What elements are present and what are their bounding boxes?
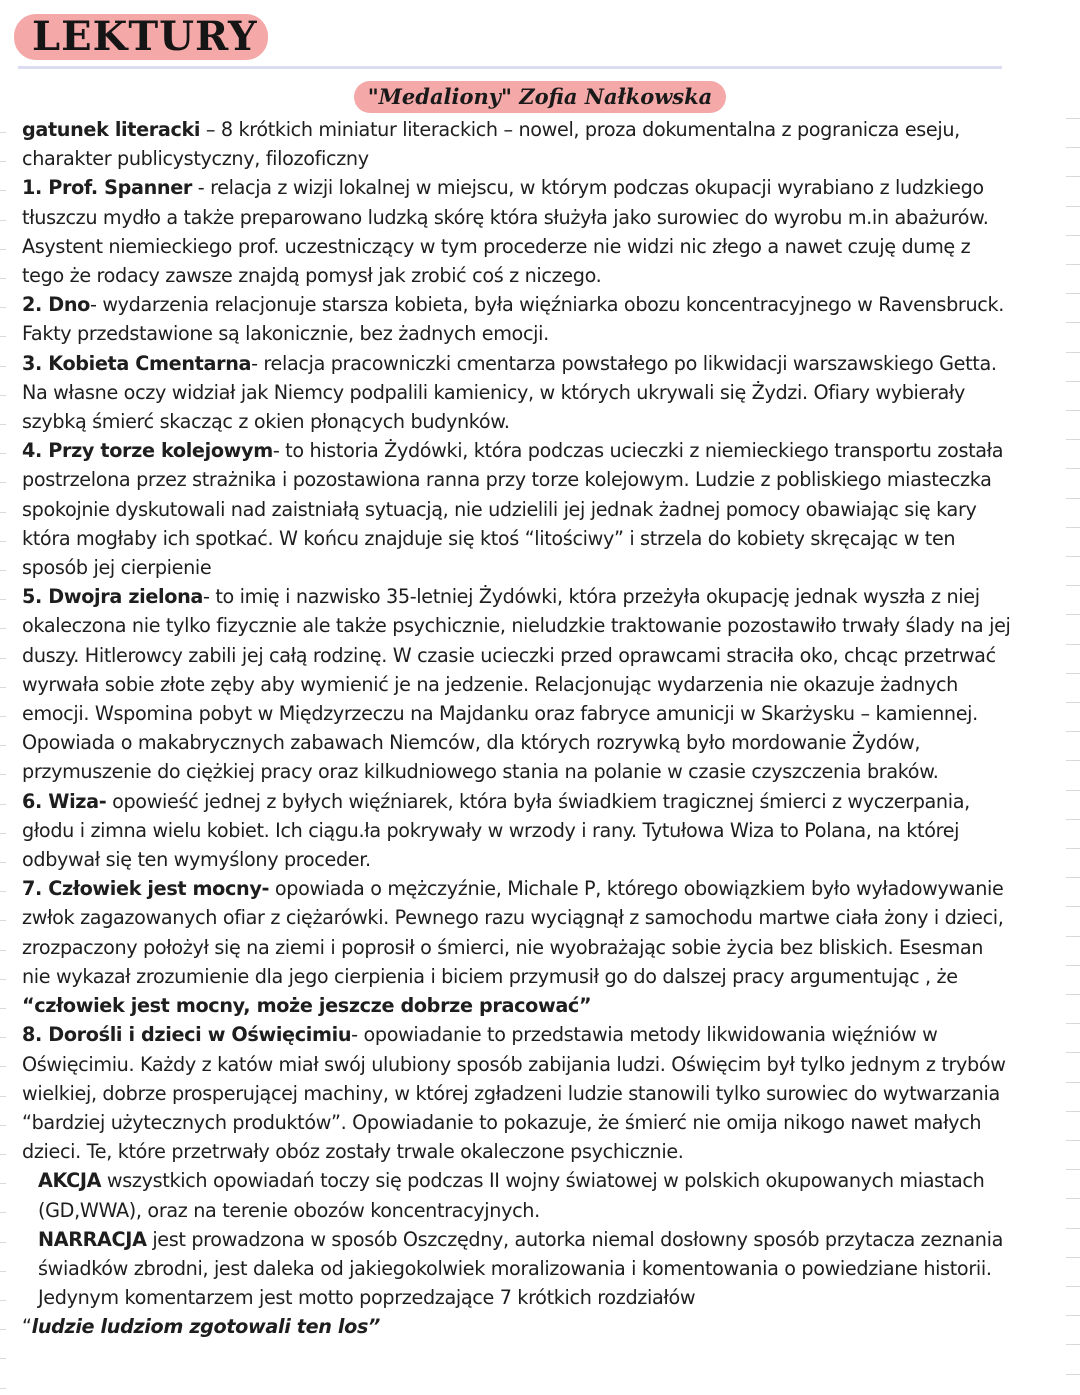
margin-tick [1066,498,1080,499]
story-text: - relacja z wizji lokalnej w miejscu, w którym podczas okupacji wyrabiano z ludzkiego tłuszczu mydło a także preparowano ludzką skórę która służyła jako surowiec do wyrobu m.in abażurów. Asystent niemieckiego prof. uczestniczący w tym procederze nie widzi nic złego a nawet czuję dumę z tego że rodacy zawsze znajdą pomysł jak zrobić coś z niczego. [22,176,989,288]
story-item [22,173,1012,290]
story-quote: “człowiek jest mocny, może jeszcze dobrze pracować” [22,994,592,1018]
narracja-text: jest prowadzona w sposób Oszczędny, autorka niemal dosłowny sposób przytacza zeznania świadków zbrodni, jest daleka od jakiegokolwiek moralizowania i komentowania o powiedziane historii. Jedynym komentarzem jest motto poprzedzające 7 krótkich rozdziałów [38,1227,1003,1310]
story-item [22,787,1012,875]
margin-tick [0,161,6,162]
margin-tick [1066,848,1080,849]
story-title: 1. Prof. Spanner [22,176,192,200]
margin-tick [0,249,6,250]
margin-tick [0,628,6,629]
story-text: opowiada o mężczyźnie, Michale P, którego obowiązkiem było wyładowywanie zwłok zagazowanych ofiar z ciężarówki. Pewnego razu wyciągnął z samochodu martwe ciała żony i dzieci, zrozpaczony położył się na ziemi i poprosił o śmierci, nie wyobrażając sobie życia bez bliskich. Esesman nie wykazał zrozumienie dla jego cierpienia i biciem przymusił go do dalszej pracy argumentując , że [22,877,1004,988]
margin-tick [0,1358,6,1359]
margin-tick [0,1300,6,1301]
story-title: 2. Dno [22,293,90,317]
margin-tick [0,512,6,513]
story-item [22,436,1012,582]
margin-tick [1066,877,1080,878]
header [14,14,268,60]
margin-tick [1066,118,1080,119]
margin-tick [0,278,6,279]
margin-tick [1066,1198,1080,1199]
margin-tick [1066,1374,1080,1375]
margin-tick [1066,1082,1080,1083]
margin-tick [1066,936,1080,937]
margin-tick [1066,790,1080,791]
margin-tick [1066,1140,1080,1141]
margin-tick [1066,556,1080,557]
margin-tick [1066,439,1080,440]
margin-tick [0,482,6,483]
narracja-paragraph [22,1225,1012,1313]
margin-tick [1066,673,1080,674]
story-title: 4. Przy torze kolejowym [22,439,273,463]
margin-tick [0,920,6,921]
margin-tick [0,1066,6,1067]
margin-tick [1066,1315,1080,1316]
story-item [22,1020,1012,1166]
motto-open-quote: “ [22,1315,32,1339]
margin-tick [1066,147,1080,148]
margin-tick [0,424,6,425]
genre-label: gatunek literacki [22,118,201,141]
margin-tick [0,1329,6,1330]
margin-tick [1066,293,1080,294]
margin-tick [0,1154,6,1155]
margin-tick [0,599,6,600]
margin-tick [1066,965,1080,966]
margin-tick [1066,352,1080,353]
margin-tick [0,366,6,367]
story-title: 7. Człowiek jest mocny- [22,877,270,901]
margin-tick [0,1125,6,1126]
margin-tick [0,1008,6,1009]
margin-tick [1066,1023,1080,1024]
story-text: - to historia Żydówki, która podczas ucieczki z niemieckiego transportu została postrzelona przez strażnika i pozostawiona ranna przy torze kolejowym. Ludzie z pobliskiego miasteczka spokojnie dyskutowali nad zaistniałą sytuacją, nie udzielili jej jednak żadnej pomocy obawiając się kary która mogłaby ich spotkać. W końcu znajduje się ktoś “litościwy” i strzela do kobiety skręcając w ten sposób jej cierpienie [22,439,1004,580]
margin-tick [1066,381,1080,382]
margin-tick [0,220,6,221]
story-title: 8. Dorośli i dzieci w Oświęcimiu [22,1023,352,1047]
motto-line [22,1312,1012,1341]
story-text: - opowiadanie to przedstawia metody likwidowania więźniów w Oświęcimiu. Każdy z katów miał swój ulubiony sposób zabijania ludzi. Oświęcim był tylko jednym z trybów wielkiej, dobrze prosperującej machiny, w której zgładzeni ludzie stanowili tylko surowiec do wytwarzania “bardziej użytecznych produktów”. Opowiadanie to pokazuje, że śmierć nie omija nikogo nawet małych dzieci. Te, które przetrwały obóz zostały trwale okaleczone psychicznie. [22,1023,1006,1164]
margin-tick [1066,206,1080,207]
akcja-paragraph [22,1166,1012,1224]
margin-tick [0,979,6,980]
margin-tick [1066,760,1080,761]
story-title: 3. Kobieta Cmentarna [22,351,252,375]
story-item [22,582,1012,786]
margin-tick [1066,235,1080,236]
akcja-label: AKCJA [38,1169,102,1193]
subtitle-wrap [0,81,1080,113]
page-title: LEKTURY [14,14,268,60]
margin-tick [0,950,6,951]
margin-tick [0,1096,6,1097]
margin-tick [1066,644,1080,645]
story-item [22,349,1012,437]
margin-tick [0,1037,6,1038]
margin-tick [1066,702,1080,703]
story-text: - wydarzenia relacjonuje starsza kobieta, była więźniarka obozu koncentracyjnego w Ravensbruck. Fakty przedstawione są lakonicznie, bez żadnych emocji. [22,293,1004,346]
margin-tick [0,716,6,717]
margin-tick [1066,819,1080,820]
margin-tick [0,687,6,688]
margin-tick [1066,731,1080,732]
margin-tick [1066,614,1080,615]
margin-tick [0,804,6,805]
motto-text: ludzie ludziom zgotowali ten los” [31,1315,381,1339]
margin-tick [0,1212,6,1213]
margin-tick [0,891,6,892]
margin-tick [0,541,6,542]
margin-tick [1066,1169,1080,1170]
margin-tick [1066,176,1080,177]
story-title: 5. Dwojra zielona [22,585,203,609]
margin-tick [1066,322,1080,323]
margin-tick [1066,1111,1080,1112]
margin-tick [0,658,6,659]
margin-tick [0,570,6,571]
story-item [22,290,1012,348]
margin-tick [0,453,6,454]
margin-tick [0,395,6,396]
notes-content [22,115,1012,1342]
margin-tick [1066,264,1080,265]
margin-tick [0,1242,6,1243]
margin-tick [0,862,6,863]
margin-tick [0,745,6,746]
margin-tick [1066,1286,1080,1287]
margin-tick [1066,1228,1080,1229]
story-item [22,874,1012,1020]
margin-tick [1066,585,1080,586]
story-text: opowieść jednej z byłych więźniarek, która była świadkiem tragicznej śmierci z wyczerpania, głodu i zimna wielu kobiet. Ich ciągu.ła pokrywały w wrzody i rany. Tytułowa Wiza to Polana, na której odbywał się ten wymyślony proceder. [22,789,970,872]
margin-tick [1066,906,1080,907]
margin-tick [1066,410,1080,411]
margin-tick [1066,1257,1080,1258]
header-divider [18,66,1002,69]
margin-tick [0,1271,6,1272]
margin-tick [0,132,6,133]
margin-tick [1066,527,1080,528]
margin-tick [1066,468,1080,469]
story-title: 6. Wiza- [22,789,107,813]
margin-tick [0,1183,6,1184]
margin-tick [0,1388,6,1389]
margin-tick [0,833,6,834]
margin-tick [0,307,6,308]
genre-text: – 8 krótkich miniatur literackich – nowel, proza dokumentalna z pogranicza eseju, charakter publicystyczny, filozoficzny [22,118,960,171]
akcja-text: wszystkich opowiadań toczy się podczas II wojny światowej w polskich okupowanych miastach (GD,WWA), oraz na terenie obozów koncentracyjnych. [38,1169,985,1222]
margin-tick [1066,1344,1080,1345]
story-text: - relacja pracowniczki cmentarza powstałego po likwidacji warszawskiego Getta. Na własne oczy widział jak Niemcy podpalili kamienicy, w których ukrywali się Żydzi. Ofiary wybierały szybką śmierć skacząc z okien płonących budynków. [22,351,997,434]
margin-tick [1066,994,1080,995]
margin-tick [0,774,6,775]
book-subtitle: "Medaliony" Zofia Nałkowska [354,81,727,113]
margin-tick [1066,1052,1080,1053]
margin-tick [0,336,6,337]
genre-paragraph [22,115,1012,173]
margin-tick [0,190,6,191]
story-text: - to imię i nazwisko 35-letniej Żydówki, która przeżyła okupację jednak wyszła z niej okaleczona nie tylko fizycznie ale także psychicznie, nieludzkie traktowanie pozostawiło trwały ślady na jej duszy. Hitlerowcy zabili jej całą rodzinę. W czasie ucieczki przed oprawcami straciła oko, chcąc przetrwać wyrwała sobie złote zęby aby wymienić je na jedzenie. Relacjonując wydarzenia nie okazuje żadnych emocji. Wspomina pobyt w Międzyrzeczu na Majdanku oraz fabryce amunicji w Skarżysku – kamiennej. Opowiada o makabrycznych zabawach Niemców, dla których rozrywką było mordowanie Żydów, przymuszenie do ciężkiej pracy oraz kilkudniowego stania na polanie w czasie czyszczenia braków. [22,585,1011,784]
narracja-label: NARRACJA [38,1227,147,1251]
